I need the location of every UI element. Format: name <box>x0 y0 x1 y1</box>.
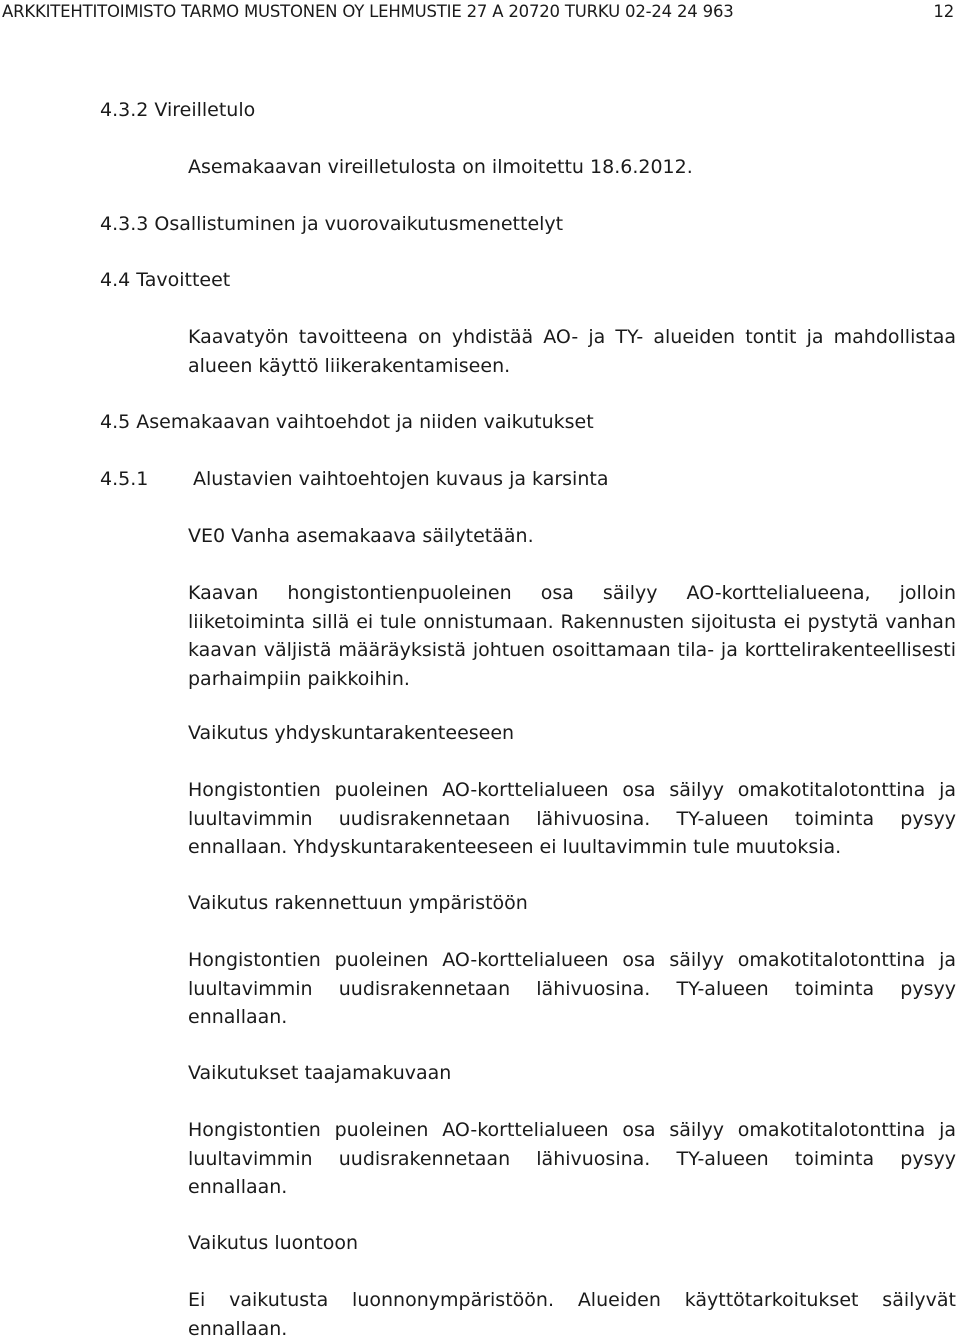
page-header <box>0 0 960 24</box>
heading-4-3-2: 4.3.2 Vireilletulo <box>100 99 256 121</box>
page-number: 12 <box>933 2 954 21</box>
paragraph-vireilletulo: Asemakaavan vireilletulosta on ilmoitettu 18.6.2012. <box>188 156 693 178</box>
heading-4-5: 4.5 Asemakaavan vaihtoehdot ja niiden vaikutukset <box>100 411 594 433</box>
paragraph-vaikutus-rakennettuun-ymparistoon: Hongistontien puoleinen AO-korttelialueen osa säilyy omakotitalotonttina ja luultavimmin uudisrakennetaan lähivuosina. TY-alueen toiminta pysyy ennallaan. <box>188 949 956 1028</box>
heading-4-5-1-title: Alustavien vaihtoehtojen kuvaus ja karsinta <box>193 468 609 490</box>
heading-vaikutus-rakennettuun-ymparistoon: Vaikutus rakennettuun ympäristöön <box>188 892 528 914</box>
heading-4-3-3: 4.3.3 Osallistuminen ja vuorovaikutusmenettelyt <box>100 213 564 235</box>
paragraph-vaikutus-luontoon: Ei vaikutusta luonnonympäristöön. Alueiden käyttötarkoitukset säilyvät ennallaan. <box>188 1289 956 1340</box>
paragraph-vaikutukset-taajamakuvaan: Hongistontien puoleinen AO-korttelialueen osa säilyy omakotitalotonttina ja luultavimmin uudisrakennetaan lähivuosina. TY-alueen toiminta pysyy ennallaan. <box>188 1119 956 1198</box>
heading-4-5-1-number: 4.5.1 <box>100 468 149 490</box>
heading-4-5-1 <box>100 465 608 493</box>
heading-vaikutukset-taajamakuvaan: Vaikutukset taajamakuvaan <box>188 1062 452 1084</box>
paragraph-tavoitteet: Kaavatyön tavoitteena on yhdistää AO- ja TY- alueiden tontit ja mahdollistaa alueen käyttö liikerakentamiseen. <box>188 326 956 377</box>
heading-4-4: 4.4 Tavoitteet <box>100 269 231 291</box>
heading-vaikutus-yhdyskuntarakenteeseen: Vaikutus yhdyskuntarakenteeseen <box>188 722 515 744</box>
ve0-title: VE0 Vanha asemakaava säilytetään. <box>188 525 534 547</box>
header-company-address: ARKKITEHTITOIMISTO TARMO MUSTONEN OY LEHMUSTIE 27 A 20720 TURKU 02-24 24 963 <box>2 2 734 21</box>
paragraph-vaikutus-yhdyskuntarakenteeseen: Hongistontien puoleinen AO-korttelialueen osa säilyy omakotitalotonttina ja luultavimmin uudisrakennetaan lähivuosina. TY-alueen toiminta pysyy ennallaan. Yhdyskuntarakenteeseen ei luultavimmin tule muutoksia. <box>188 779 956 858</box>
heading-vaikutus-luontoon: Vaikutus luontoon <box>188 1232 359 1254</box>
paragraph-ve0: Kaavan hongistontienpuoleinen osa säilyy AO-korttelialueena, jolloin liiketoiminta sillä ei tule onnistumaan. Rakennusten sijoitusta ei pystytä vanhan kaavan väljistä määräyksistä johtuen osoittamaan tila- ja korttelirakenteellisesti parhaimpiin paikkoihin. <box>188 582 956 690</box>
